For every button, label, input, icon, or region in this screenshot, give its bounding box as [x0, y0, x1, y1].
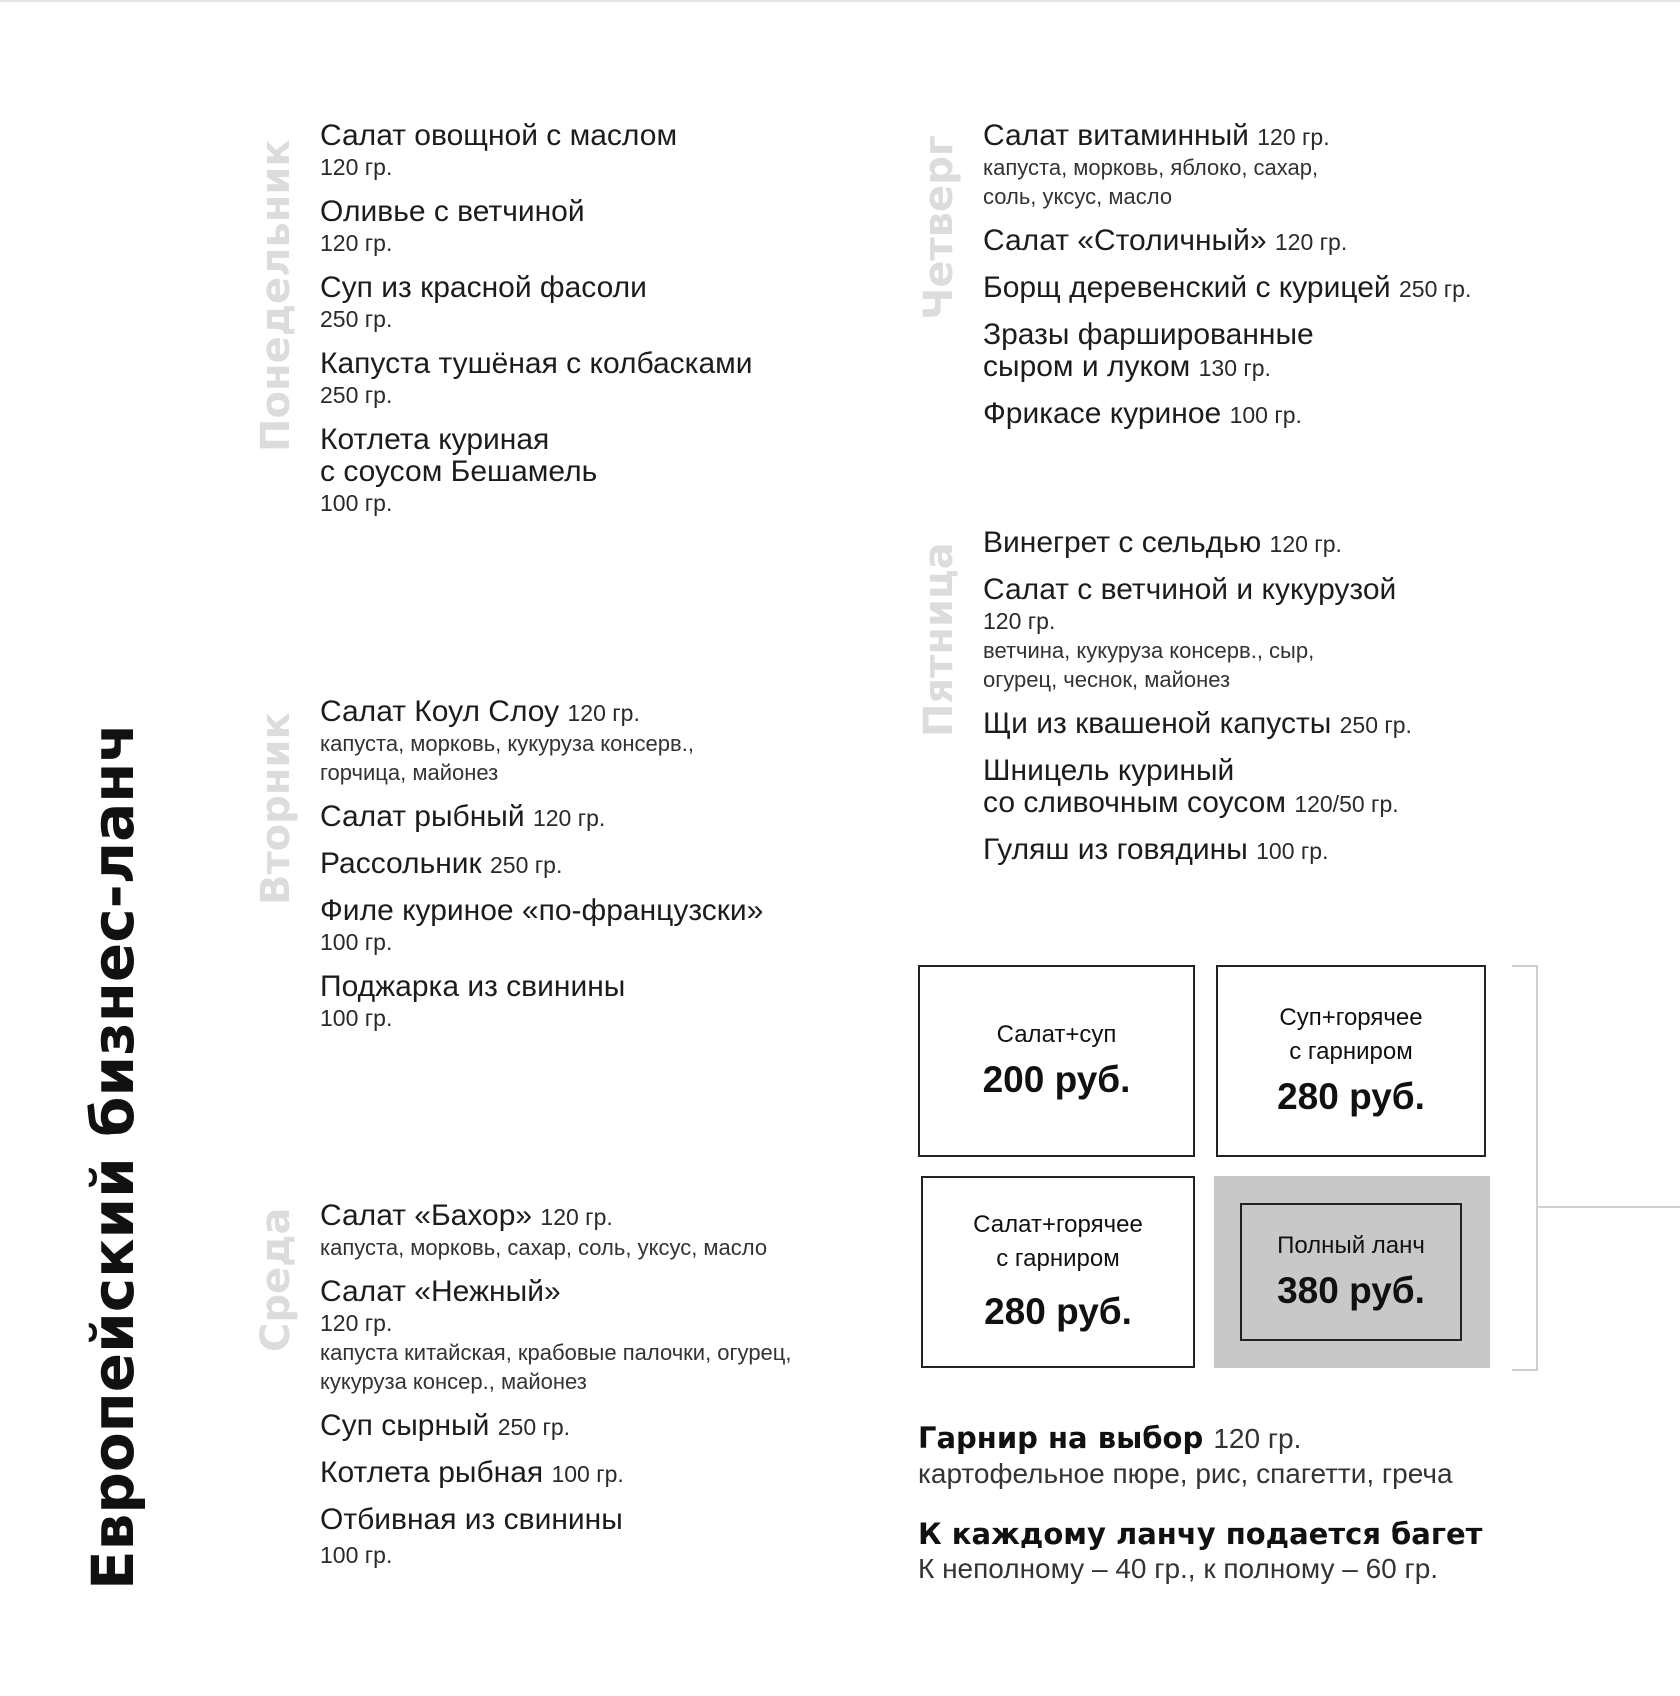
dish-name: Щи из квашеной капусты: [983, 707, 1332, 740]
dish-name: Капуста тушёная с колбасками: [320, 347, 753, 380]
dish-description: кукуруза консер., майонез: [320, 1369, 587, 1394]
combo-label: с гарниром: [1289, 1038, 1413, 1065]
dish-name: Рассольник: [320, 847, 482, 880]
menu-item: [320, 272, 860, 334]
menu-item: [320, 1504, 880, 1570]
menu-item: [320, 801, 860, 834]
dish-description: огурец, чеснок, майонез: [983, 667, 1231, 692]
dish-name: Зразы фаршированные: [983, 318, 1314, 351]
dish-name: Салат «Столичный»: [983, 224, 1267, 257]
combo-box: [921, 1176, 1195, 1368]
dish-weight: 100 гр.: [1256, 838, 1329, 864]
friday-menu: [983, 527, 1583, 881]
baguette-note: [918, 1516, 1658, 1586]
menu-item: [320, 1276, 880, 1396]
dish-weight: 100 гр.: [551, 1461, 624, 1487]
garnish-options: картофельное пюре, рис, спагетти, греча: [918, 1458, 1453, 1489]
baguette-detail: К неполному – 40 гр., к полному – 60 гр.: [918, 1553, 1439, 1584]
menu-item: [983, 574, 1583, 694]
menu-item: [320, 1457, 880, 1490]
garnish-weight: 120 гр.: [1213, 1423, 1302, 1454]
dish-weight: 120 гр.: [320, 230, 393, 256]
combo-box-full: [1240, 1203, 1462, 1341]
combo-box: [1216, 965, 1486, 1157]
menu-item: [320, 895, 860, 957]
dish-name: Шницель куриный: [983, 754, 1235, 787]
dish-name: Салат витаминный: [983, 119, 1249, 152]
menu-item: [320, 1200, 880, 1262]
dish-name: Салат рыбный: [320, 800, 525, 833]
menu-item: [320, 120, 860, 182]
combo-label: с гарниром: [996, 1245, 1120, 1272]
combo-price: 380 руб.: [1277, 1270, 1425, 1311]
dish-weight: 120 гр.: [320, 1310, 393, 1336]
menu-item: [983, 834, 1583, 867]
dish-name: Суп из красной фасоли: [320, 271, 647, 304]
dish-weight: 120 гр.: [1269, 531, 1342, 557]
combo-label: Полный ланч: [1277, 1232, 1425, 1259]
combo-label: Салат+суп: [996, 1021, 1117, 1048]
dish-weight: 130 гр.: [1198, 355, 1271, 381]
dish-name: Салат овощной с маслом: [320, 119, 678, 152]
dish-weight: 250 гр.: [320, 382, 393, 408]
dish-weight: 120 гр.: [983, 608, 1056, 634]
dish-name: Котлета рыбная: [320, 1456, 544, 1489]
dish-name: Винегрет с сельдью: [983, 526, 1262, 559]
dish-weight: 100 гр.: [320, 929, 393, 955]
dish-weight: 120 гр.: [1257, 124, 1330, 150]
dish-weight: 120 гр.: [532, 805, 606, 831]
menu-item: [320, 424, 860, 518]
dish-description: капуста, морковь, яблоко, сахар,: [983, 155, 1319, 180]
dish-weight: 120 гр.: [1274, 229, 1348, 255]
menu-item: [983, 755, 1583, 820]
combo-price: 280 руб.: [984, 1291, 1132, 1332]
menu-item: [320, 848, 860, 881]
dish-weight: 120 гр.: [567, 700, 640, 726]
menu-item: [320, 196, 860, 258]
garnish-note: [918, 1420, 1658, 1491]
combo-price: 200 руб.: [982, 1059, 1131, 1100]
dish-name: с соусом Бешамель: [320, 455, 598, 488]
dish-name: со сливочным соусом: [983, 786, 1286, 819]
day-label-friday: Пятница: [916, 542, 962, 737]
baguette-heading: К каждому ланчу подается багет: [918, 1517, 1483, 1551]
day-label-tuesday: Вторник: [253, 712, 299, 905]
menu-item: [983, 708, 1583, 741]
wednesday-menu: [320, 1200, 880, 1584]
dish-weight: 250 гр.: [1399, 276, 1472, 302]
dish-weight: 250 гр.: [320, 306, 393, 332]
day-label-thursday: Четверг: [916, 135, 962, 320]
combo-label: Суп+горячее: [1279, 1004, 1423, 1031]
dish-description: капуста китайская, крабовые палочки, огурец,: [320, 1340, 792, 1365]
menu-item: [983, 319, 1583, 384]
dish-weight: 120 гр.: [320, 154, 393, 180]
dish-description: капуста, морковь, сахар, соль, уксус, масло: [320, 1235, 768, 1260]
thursday-menu: [983, 120, 1583, 445]
dish-name: Котлета куриная: [320, 423, 550, 456]
dish-description: соль, уксус, масло: [983, 184, 1173, 209]
dish-weight: 250 гр.: [1339, 712, 1412, 738]
dish-name: Отбивная из свинины: [320, 1503, 623, 1536]
monday-menu: [320, 120, 860, 532]
dish-name: Суп сырный: [320, 1409, 490, 1442]
menu-item: [983, 120, 1583, 211]
dish-name: Фрикасе куриное: [983, 397, 1222, 430]
dish-name: сыром и луком: [983, 350, 1191, 383]
dish-weight: 250 гр.: [497, 1414, 571, 1440]
tuesday-menu: [320, 696, 860, 1047]
dish-description: капуста, морковь, кукуруза консерв.,: [320, 731, 694, 756]
dish-name: Оливье с ветчиной: [320, 195, 585, 228]
menu-item: [320, 1410, 880, 1443]
garnish-heading: Гарнир на выбор: [918, 1421, 1204, 1455]
dish-name: Салат с ветчиной и кукурузой: [983, 573, 1397, 606]
combo-bracket: [1512, 965, 1538, 1371]
menu-item: [983, 225, 1583, 258]
dish-weight: 100 гр.: [1229, 402, 1302, 428]
day-label-wednesday: Среда: [253, 1207, 299, 1352]
dish-description: горчица, майонез: [320, 760, 499, 785]
dish-name: Салат «Бахор»: [320, 1199, 533, 1232]
dish-weight: 100 гр.: [320, 490, 393, 516]
combo-price: 280 руб.: [1277, 1076, 1425, 1117]
dish-weight: 120/50 гр.: [1294, 791, 1399, 817]
dish-name: Салат «Нежный»: [320, 1275, 561, 1308]
menu-item: [320, 348, 860, 410]
menu-title: Европейский бизнес-ланч: [79, 722, 147, 1590]
menu-item: [983, 272, 1583, 305]
combo-box: [918, 965, 1195, 1157]
combo-label: Салат+горячее: [973, 1211, 1143, 1238]
dish-weight: 250 гр.: [490, 852, 563, 878]
bracket-line: [1536, 1206, 1680, 1208]
dish-name: Филе куриное «по-французски»: [320, 894, 764, 927]
menu-item: [320, 971, 860, 1033]
dish-weight: 100 гр.: [320, 1005, 393, 1031]
menu-item: [983, 527, 1583, 560]
top-divider: [0, 0, 1680, 2]
menu-item: [983, 398, 1583, 431]
dish-description: ветчина, кукуруза консерв., сыр,: [983, 638, 1315, 663]
day-label-monday: Понедельник: [253, 139, 299, 452]
dish-weight: 100 гр.: [320, 1542, 393, 1568]
menu-item: [320, 696, 860, 787]
dish-weight: 120 гр.: [540, 1204, 613, 1230]
dish-name: Салат Коул Слоу: [320, 695, 560, 728]
dish-name: Поджарка из свинины: [320, 970, 626, 1003]
dish-name: Гуляш из говядины: [983, 833, 1248, 866]
dish-name: Борщ деревенский с курицей: [983, 271, 1391, 304]
